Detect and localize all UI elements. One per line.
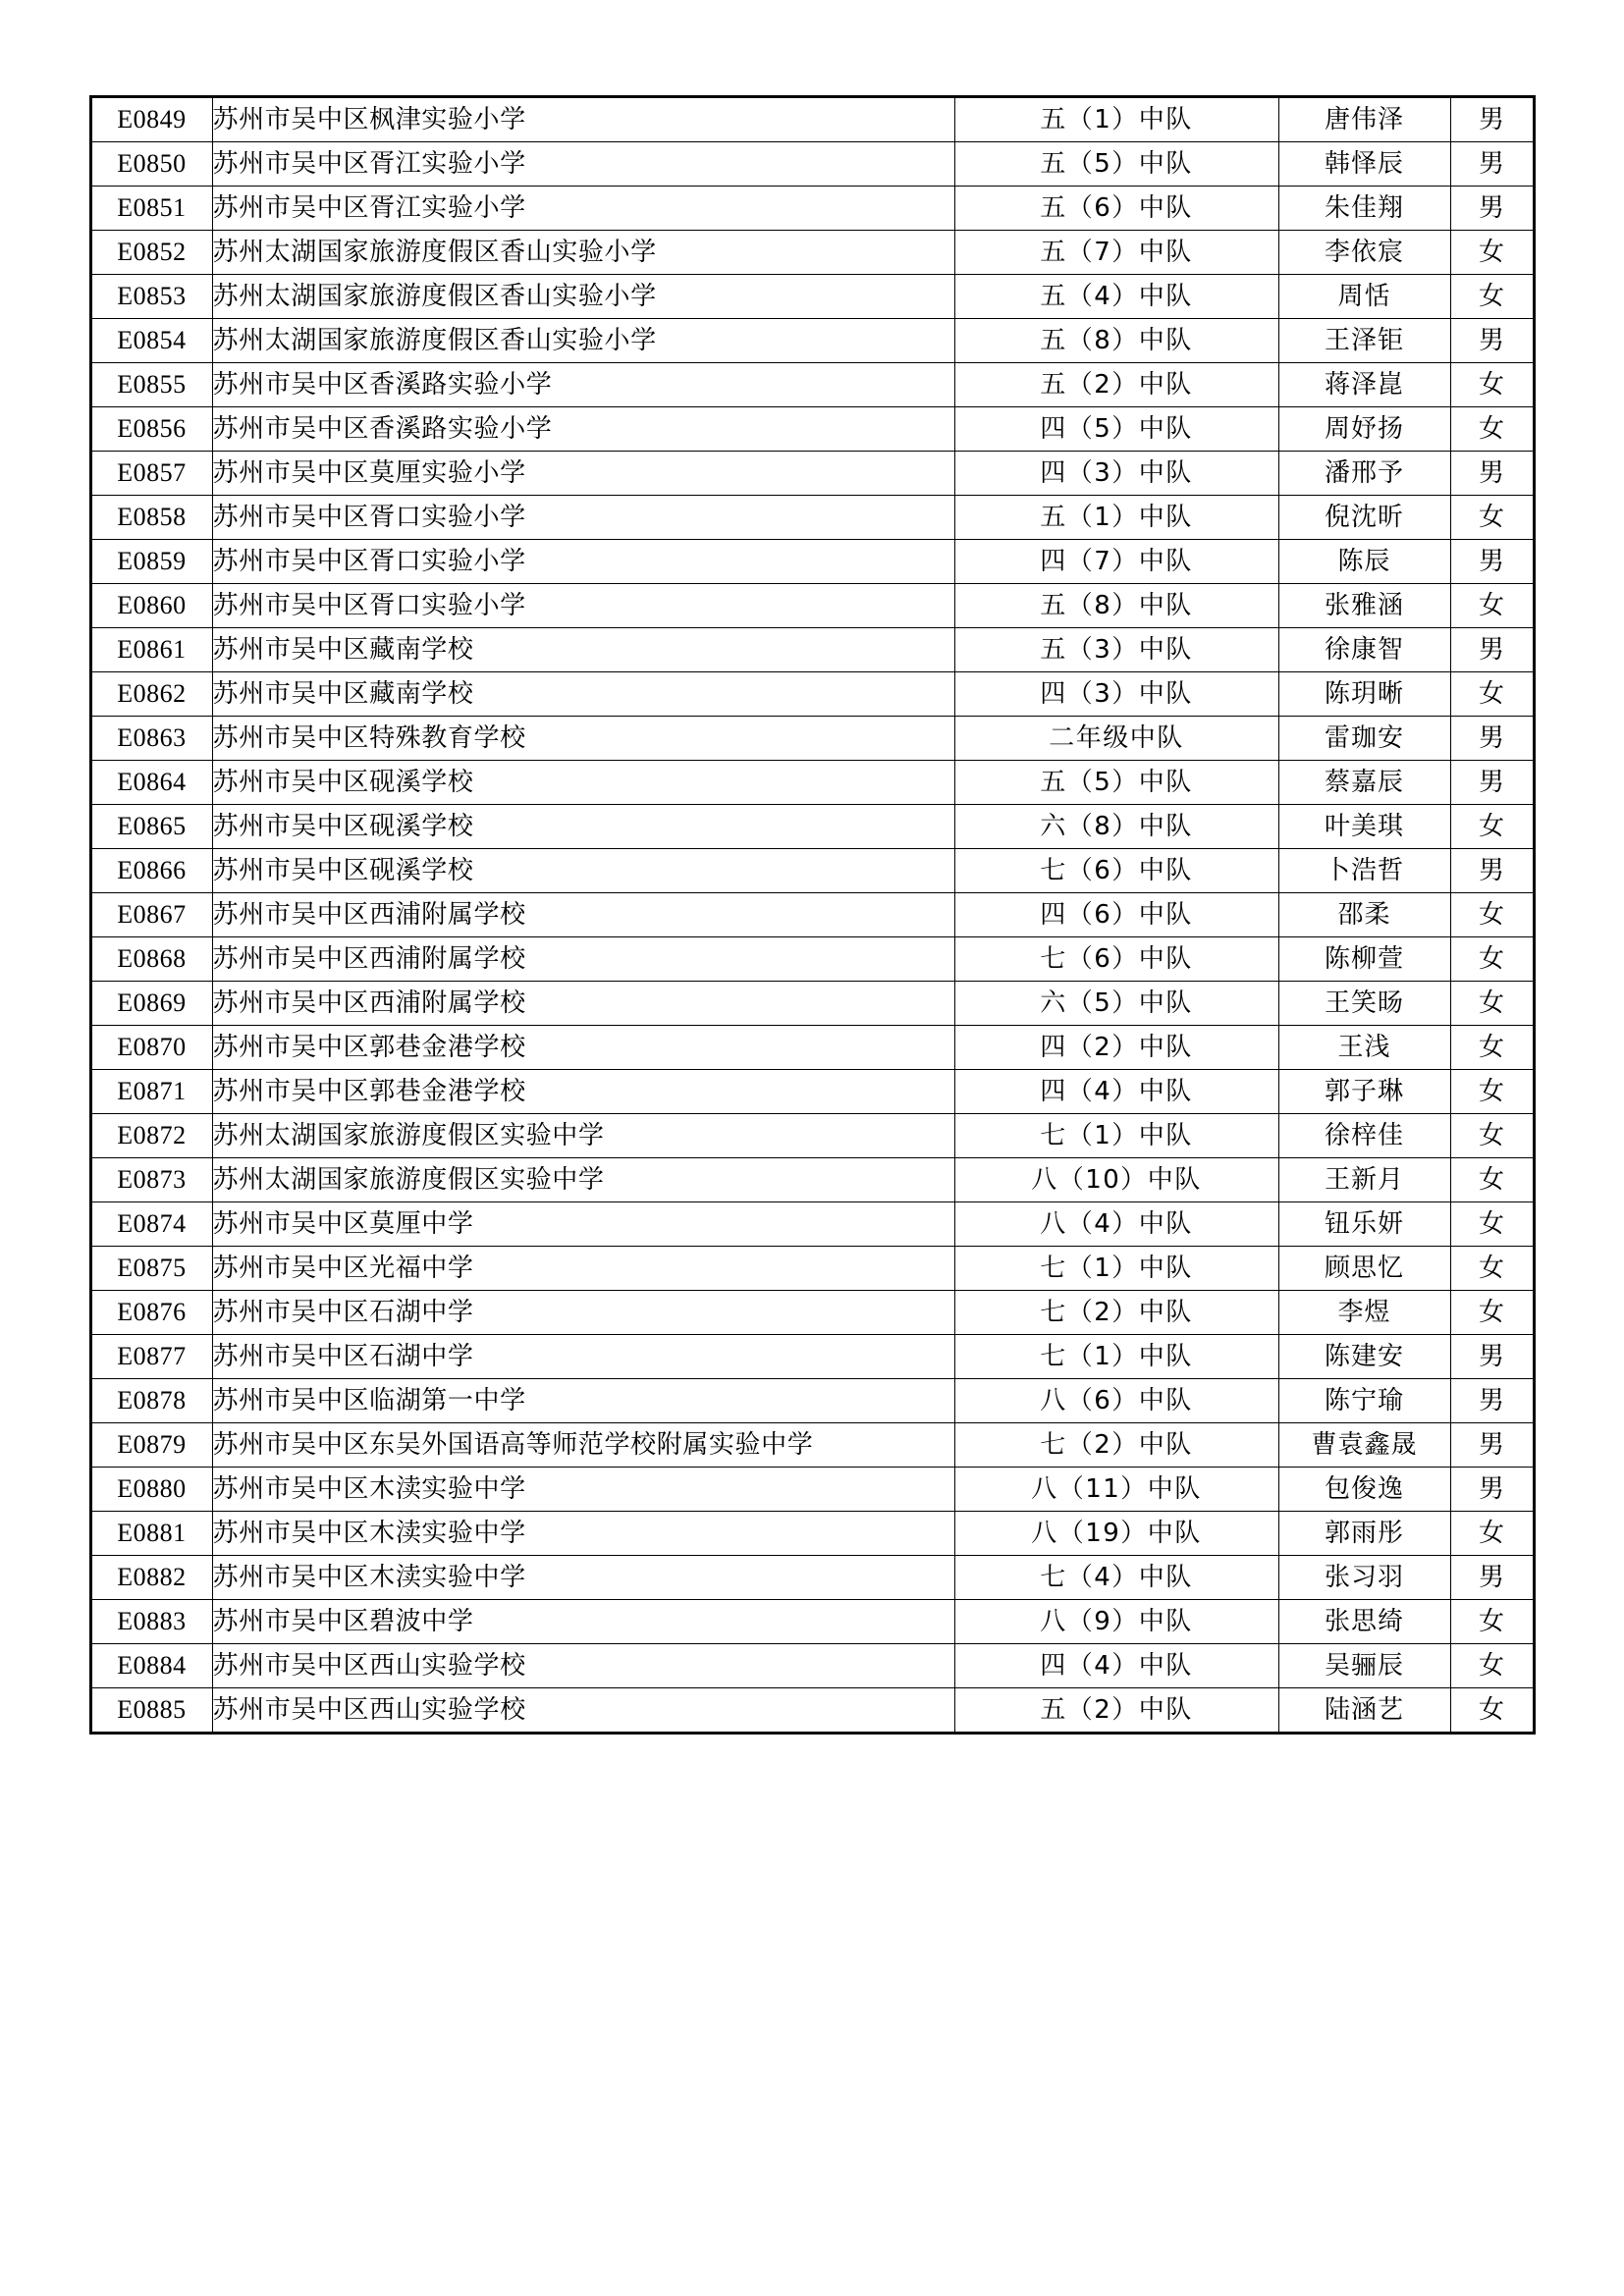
gender-cell: 女 [1450, 1688, 1534, 1734]
student-name-cell: 蔡嘉辰 [1278, 761, 1450, 805]
registration-code-cell: E0863 [90, 717, 212, 761]
student-name-cell: 李依宸 [1278, 231, 1450, 275]
table-row [90, 275, 1534, 319]
school-name-cell: 苏州市吴中区西山实验学校 [212, 1644, 954, 1688]
registration-code-cell: E0876 [90, 1291, 212, 1335]
registration-code-cell: E0851 [90, 187, 212, 231]
school-name-cell: 苏州市吴中区香溪路实验小学 [212, 363, 954, 407]
registration-code-cell: E0883 [90, 1600, 212, 1644]
class-team-cell: 五（3）中队 [954, 628, 1278, 672]
gender-cell: 女 [1450, 275, 1534, 319]
school-name-cell: 苏州市吴中区枫津实验小学 [212, 97, 954, 142]
student-name-cell: 唐伟泽 [1278, 97, 1450, 142]
registration-code-cell: E0885 [90, 1688, 212, 1734]
registration-code-cell: E0875 [90, 1247, 212, 1291]
school-name-cell: 苏州市吴中区香溪路实验小学 [212, 407, 954, 452]
gender-cell: 女 [1450, 805, 1534, 849]
table-row [90, 452, 1534, 496]
table-row [90, 982, 1534, 1026]
gender-cell: 女 [1450, 893, 1534, 937]
table-row [90, 407, 1534, 452]
table-row [90, 142, 1534, 187]
class-team-cell: 七（1）中队 [954, 1247, 1278, 1291]
student-name-cell: 邵柔 [1278, 893, 1450, 937]
class-team-cell: 五（6）中队 [954, 187, 1278, 231]
gender-cell: 男 [1450, 540, 1534, 584]
student-name-cell: 陈宁瑜 [1278, 1379, 1450, 1423]
gender-cell: 女 [1450, 1600, 1534, 1644]
registration-code-cell: E0854 [90, 319, 212, 363]
school-name-cell: 苏州市吴中区西浦附属学校 [212, 982, 954, 1026]
roster-table-body [90, 97, 1534, 1734]
registration-code-cell: E0858 [90, 496, 212, 540]
gender-cell: 女 [1450, 496, 1534, 540]
roster-table [89, 95, 1536, 1735]
class-team-cell: 六（8）中队 [954, 805, 1278, 849]
registration-code-cell: E0865 [90, 805, 212, 849]
school-name-cell: 苏州市吴中区碧波中学 [212, 1600, 954, 1644]
table-row [90, 319, 1534, 363]
registration-code-cell: E0867 [90, 893, 212, 937]
school-name-cell: 苏州市吴中区临湖第一中学 [212, 1379, 954, 1423]
registration-code-cell: E0857 [90, 452, 212, 496]
class-team-cell: 七（6）中队 [954, 937, 1278, 982]
class-team-cell: 五（8）中队 [954, 584, 1278, 628]
registration-code-cell: E0859 [90, 540, 212, 584]
school-name-cell: 苏州太湖国家旅游度假区香山实验小学 [212, 319, 954, 363]
class-team-cell: 四（6）中队 [954, 893, 1278, 937]
gender-cell: 男 [1450, 142, 1534, 187]
gender-cell: 女 [1450, 1291, 1534, 1335]
registration-code-cell: E0868 [90, 937, 212, 982]
class-team-cell: 五（5）中队 [954, 142, 1278, 187]
school-name-cell: 苏州市吴中区西浦附属学校 [212, 893, 954, 937]
table-row [90, 584, 1534, 628]
class-team-cell: 五（7）中队 [954, 231, 1278, 275]
school-name-cell: 苏州太湖国家旅游度假区香山实验小学 [212, 231, 954, 275]
student-name-cell: 王新月 [1278, 1158, 1450, 1202]
student-name-cell: 潘邢予 [1278, 452, 1450, 496]
student-name-cell: 卜浩哲 [1278, 849, 1450, 893]
student-name-cell: 陈玥晰 [1278, 672, 1450, 717]
table-row [90, 496, 1534, 540]
table-row [90, 672, 1534, 717]
school-name-cell: 苏州市吴中区郭巷金港学校 [212, 1070, 954, 1114]
registration-code-cell: E0878 [90, 1379, 212, 1423]
student-name-cell: 陈柳萱 [1278, 937, 1450, 982]
table-row [90, 1644, 1534, 1688]
school-name-cell: 苏州太湖国家旅游度假区实验中学 [212, 1114, 954, 1158]
gender-cell: 女 [1450, 1114, 1534, 1158]
class-team-cell: 四（7）中队 [954, 540, 1278, 584]
registration-code-cell: E0853 [90, 275, 212, 319]
registration-code-cell: E0849 [90, 97, 212, 142]
student-name-cell: 蒋泽崑 [1278, 363, 1450, 407]
class-team-cell: 五（4）中队 [954, 275, 1278, 319]
registration-code-cell: E0871 [90, 1070, 212, 1114]
registration-code-cell: E0855 [90, 363, 212, 407]
student-name-cell: 包俊逸 [1278, 1468, 1450, 1512]
table-row [90, 1070, 1534, 1114]
registration-code-cell: E0862 [90, 672, 212, 717]
school-name-cell: 苏州市吴中区石湖中学 [212, 1335, 954, 1379]
school-name-cell: 苏州太湖国家旅游度假区实验中学 [212, 1158, 954, 1202]
gender-cell: 男 [1450, 717, 1534, 761]
student-name-cell: 王笑旸 [1278, 982, 1450, 1026]
class-team-cell: 五（2）中队 [954, 1688, 1278, 1734]
student-name-cell: 雷珈安 [1278, 717, 1450, 761]
class-team-cell: 五（2）中队 [954, 363, 1278, 407]
class-team-cell: 五（1）中队 [954, 496, 1278, 540]
student-name-cell: 徐梓佳 [1278, 1114, 1450, 1158]
class-team-cell: 七（4）中队 [954, 1556, 1278, 1600]
table-row [90, 1556, 1534, 1600]
class-team-cell: 四（2）中队 [954, 1026, 1278, 1070]
class-team-cell: 五（5）中队 [954, 761, 1278, 805]
table-row [90, 97, 1534, 142]
registration-code-cell: E0861 [90, 628, 212, 672]
student-name-cell: 陆涵艺 [1278, 1688, 1450, 1734]
student-name-cell: 韩怿辰 [1278, 142, 1450, 187]
school-name-cell: 苏州市吴中区胥口实验小学 [212, 540, 954, 584]
class-team-cell: 八（4）中队 [954, 1202, 1278, 1247]
table-row [90, 363, 1534, 407]
school-name-cell: 苏州市吴中区莫厘中学 [212, 1202, 954, 1247]
gender-cell: 女 [1450, 1026, 1534, 1070]
school-name-cell: 苏州市吴中区藏南学校 [212, 672, 954, 717]
gender-cell: 女 [1450, 1158, 1534, 1202]
student-name-cell: 王浅 [1278, 1026, 1450, 1070]
gender-cell: 女 [1450, 1247, 1534, 1291]
registration-code-cell: E0872 [90, 1114, 212, 1158]
class-team-cell: 七（1）中队 [954, 1114, 1278, 1158]
table-row [90, 540, 1534, 584]
gender-cell: 男 [1450, 187, 1534, 231]
school-name-cell: 苏州市吴中区砚溪学校 [212, 805, 954, 849]
registration-code-cell: E0879 [90, 1423, 212, 1468]
gender-cell: 男 [1450, 849, 1534, 893]
student-name-cell: 周妤扬 [1278, 407, 1450, 452]
student-name-cell: 钮乐妍 [1278, 1202, 1450, 1247]
school-name-cell: 苏州市吴中区光福中学 [212, 1247, 954, 1291]
class-team-cell: 二年级中队 [954, 717, 1278, 761]
class-team-cell: 七（2）中队 [954, 1291, 1278, 1335]
class-team-cell: 四（4）中队 [954, 1644, 1278, 1688]
school-name-cell: 苏州市吴中区胥口实验小学 [212, 496, 954, 540]
school-name-cell: 苏州市吴中区东吴外国语高等师范学校附属实验中学 [212, 1423, 954, 1468]
student-name-cell: 王泽钜 [1278, 319, 1450, 363]
class-team-cell: 五（8）中队 [954, 319, 1278, 363]
class-team-cell: 六（5）中队 [954, 982, 1278, 1026]
school-name-cell: 苏州市吴中区胥江实验小学 [212, 142, 954, 187]
gender-cell: 女 [1450, 363, 1534, 407]
student-name-cell: 徐康智 [1278, 628, 1450, 672]
student-name-cell: 朱佳翔 [1278, 187, 1450, 231]
student-name-cell: 吴骊辰 [1278, 1644, 1450, 1688]
student-name-cell: 顾思忆 [1278, 1247, 1450, 1291]
class-team-cell: 五（1）中队 [954, 97, 1278, 142]
table-row [90, 937, 1534, 982]
table-row [90, 1114, 1534, 1158]
table-row [90, 1468, 1534, 1512]
gender-cell: 男 [1450, 1335, 1534, 1379]
student-name-cell: 郭雨彤 [1278, 1512, 1450, 1556]
student-name-cell: 倪沈昕 [1278, 496, 1450, 540]
table-row [90, 1247, 1534, 1291]
student-name-cell: 李煜 [1278, 1291, 1450, 1335]
gender-cell: 男 [1450, 1379, 1534, 1423]
student-name-cell: 周恬 [1278, 275, 1450, 319]
gender-cell: 女 [1450, 1512, 1534, 1556]
class-team-cell: 八（6）中队 [954, 1379, 1278, 1423]
gender-cell: 男 [1450, 97, 1534, 142]
student-name-cell: 陈辰 [1278, 540, 1450, 584]
gender-cell: 女 [1450, 672, 1534, 717]
school-name-cell: 苏州市吴中区砚溪学校 [212, 761, 954, 805]
table-row [90, 849, 1534, 893]
registration-code-cell: E0874 [90, 1202, 212, 1247]
school-name-cell: 苏州市吴中区西浦附属学校 [212, 937, 954, 982]
class-team-cell: 四（3）中队 [954, 672, 1278, 717]
table-row [90, 628, 1534, 672]
student-name-cell: 曹袁鑫晟 [1278, 1423, 1450, 1468]
table-row [90, 1291, 1534, 1335]
school-name-cell: 苏州市吴中区砚溪学校 [212, 849, 954, 893]
school-name-cell: 苏州太湖国家旅游度假区香山实验小学 [212, 275, 954, 319]
school-name-cell: 苏州市吴中区西山实验学校 [212, 1688, 954, 1734]
student-name-cell: 张习羽 [1278, 1556, 1450, 1600]
table-row [90, 1379, 1534, 1423]
table-row [90, 1202, 1534, 1247]
gender-cell: 女 [1450, 982, 1534, 1026]
registration-code-cell: E0864 [90, 761, 212, 805]
school-name-cell: 苏州市吴中区胥江实验小学 [212, 187, 954, 231]
class-team-cell: 四（5）中队 [954, 407, 1278, 452]
class-team-cell: 八（9）中队 [954, 1600, 1278, 1644]
school-name-cell: 苏州市吴中区莫厘实验小学 [212, 452, 954, 496]
student-name-cell: 郭子琳 [1278, 1070, 1450, 1114]
gender-cell: 女 [1450, 1070, 1534, 1114]
class-team-cell: 七（2）中队 [954, 1423, 1278, 1468]
class-team-cell: 八（11）中队 [954, 1468, 1278, 1512]
gender-cell: 男 [1450, 1556, 1534, 1600]
table-row [90, 717, 1534, 761]
class-team-cell: 七（1）中队 [954, 1335, 1278, 1379]
school-name-cell: 苏州市吴中区郭巷金港学校 [212, 1026, 954, 1070]
registration-code-cell: E0866 [90, 849, 212, 893]
registration-code-cell: E0852 [90, 231, 212, 275]
registration-code-cell: E0856 [90, 407, 212, 452]
gender-cell: 男 [1450, 319, 1534, 363]
school-name-cell: 苏州市吴中区藏南学校 [212, 628, 954, 672]
class-team-cell: 四（3）中队 [954, 452, 1278, 496]
school-name-cell: 苏州市吴中区木渎实验中学 [212, 1556, 954, 1600]
class-team-cell: 八（19）中队 [954, 1512, 1278, 1556]
student-name-cell: 张思绮 [1278, 1600, 1450, 1644]
registration-code-cell: E0884 [90, 1644, 212, 1688]
student-name-cell: 陈建安 [1278, 1335, 1450, 1379]
gender-cell: 男 [1450, 1423, 1534, 1468]
gender-cell: 女 [1450, 937, 1534, 982]
table-row [90, 231, 1534, 275]
registration-code-cell: E0869 [90, 982, 212, 1026]
registration-code-cell: E0880 [90, 1468, 212, 1512]
registration-code-cell: E0873 [90, 1158, 212, 1202]
table-row [90, 893, 1534, 937]
gender-cell: 男 [1450, 628, 1534, 672]
school-name-cell: 苏州市吴中区木渎实验中学 [212, 1512, 954, 1556]
gender-cell: 男 [1450, 761, 1534, 805]
class-team-cell: 四（4）中队 [954, 1070, 1278, 1114]
gender-cell: 女 [1450, 584, 1534, 628]
table-row [90, 1512, 1534, 1556]
table-row [90, 805, 1534, 849]
table-row [90, 1026, 1534, 1070]
class-team-cell: 七（6）中队 [954, 849, 1278, 893]
school-name-cell: 苏州市吴中区特殊教育学校 [212, 717, 954, 761]
table-row [90, 1423, 1534, 1468]
school-name-cell: 苏州市吴中区木渎实验中学 [212, 1468, 954, 1512]
student-name-cell: 张雅涵 [1278, 584, 1450, 628]
gender-cell: 男 [1450, 452, 1534, 496]
gender-cell: 女 [1450, 231, 1534, 275]
registration-code-cell: E0860 [90, 584, 212, 628]
class-team-cell: 八（10）中队 [954, 1158, 1278, 1202]
school-name-cell: 苏州市吴中区胥口实验小学 [212, 584, 954, 628]
table-row [90, 1335, 1534, 1379]
registration-code-cell: E0882 [90, 1556, 212, 1600]
gender-cell: 女 [1450, 1202, 1534, 1247]
table-row [90, 1600, 1534, 1644]
school-name-cell: 苏州市吴中区石湖中学 [212, 1291, 954, 1335]
table-row [90, 187, 1534, 231]
registration-code-cell: E0870 [90, 1026, 212, 1070]
student-name-cell: 叶美琪 [1278, 805, 1450, 849]
gender-cell: 男 [1450, 1468, 1534, 1512]
table-row [90, 1158, 1534, 1202]
table-row [90, 761, 1534, 805]
registration-code-cell: E0881 [90, 1512, 212, 1556]
registration-code-cell: E0877 [90, 1335, 212, 1379]
gender-cell: 女 [1450, 1644, 1534, 1688]
table-row [90, 1688, 1534, 1734]
registration-code-cell: E0850 [90, 142, 212, 187]
gender-cell: 女 [1450, 407, 1534, 452]
